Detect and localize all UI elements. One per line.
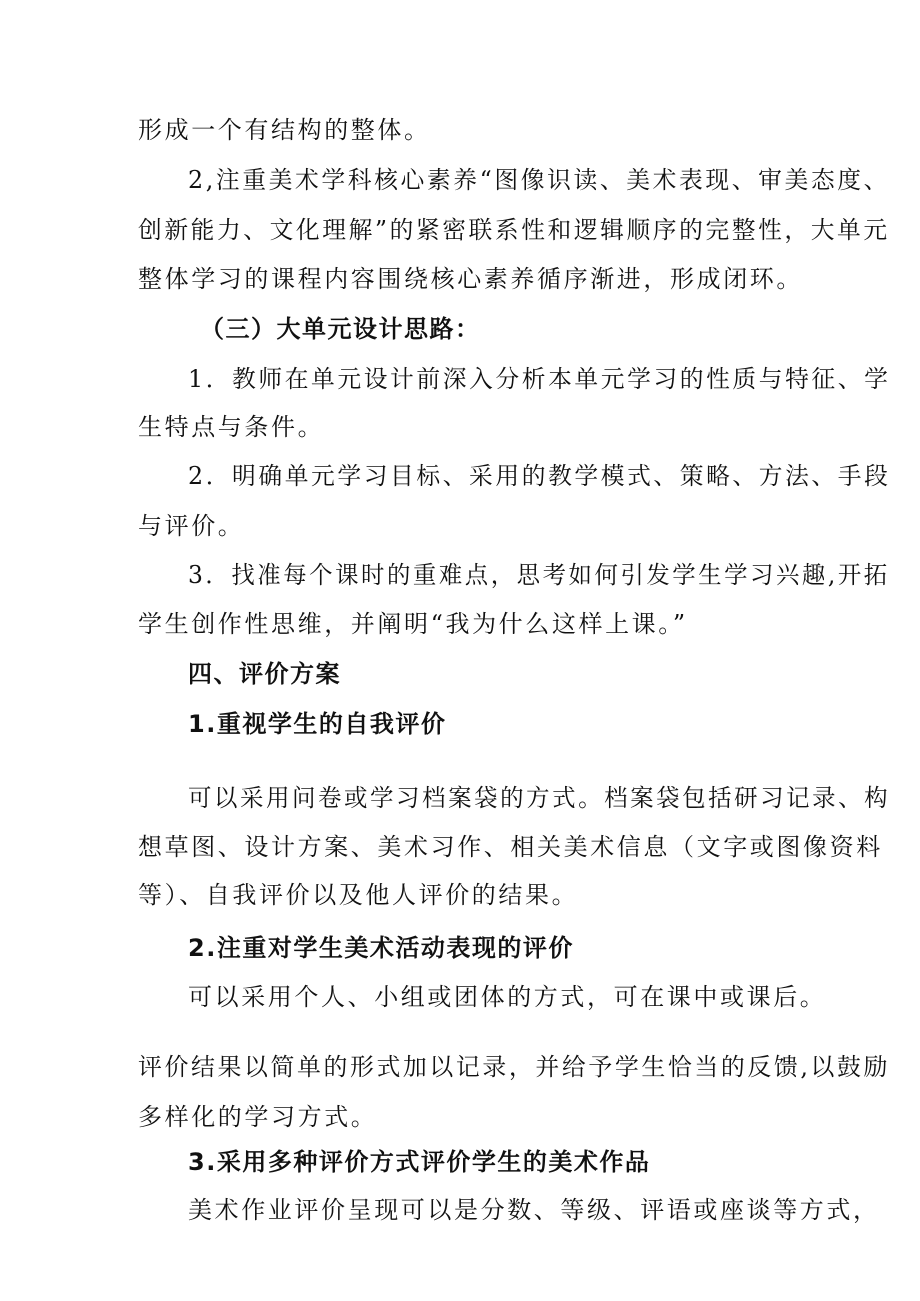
paragraph-line: 学生创作性思维，并阐明“我为什么这样上课。” — [138, 610, 688, 638]
section-heading: 四、评价方案 — [188, 660, 341, 688]
subsection-heading: 1.重视学生的自我评价 — [188, 710, 447, 738]
paragraph-line: 等）、自我评价以及他人评价的结果。 — [138, 881, 579, 909]
paragraph-line: 3．找准每个课时的重难点，思考如何引发学生学习兴趣,开拓 — [188, 561, 890, 589]
paragraph-line: 1．教师在单元设计前深入分析本单元学习的性质与特征、学 — [188, 365, 891, 393]
subsection-heading: 3.采用多种评价方式评价学生的美术作品 — [188, 1148, 651, 1176]
paragraph-line: 想草图、设计方案、美术习作、相关美术信息（文字或图像资料 — [138, 833, 883, 861]
paragraph-line: 创新能力、文化理解”的紧密联系性和逻辑顺序的完整性，大单元 — [138, 216, 890, 244]
paragraph-line: 2,注重美术学科核心素养“图像识读、美术表现、审美态度、 — [188, 166, 890, 194]
subsection-heading: 2.注重对学生美术活动表现的评价 — [188, 934, 574, 962]
paragraph-line: 评价结果以简单的形式加以记录，并给予学生恰当的反馈,以鼓励 — [138, 1053, 891, 1081]
paragraph-line: 多样化的学习方式。 — [138, 1103, 378, 1131]
section-heading: （三）大单元设计思路： — [200, 315, 481, 343]
paragraph-line: 与评价。 — [138, 512, 245, 540]
paragraph-line: 可以采用问卷或学习档案袋的方式。档案袋包括研习记录、构 — [188, 784, 891, 812]
paragraph-line: 2．明确单元学习目标、采用的教学模式、策略、方法、手段 — [188, 462, 891, 490]
paragraph-line: 可以采用个人、小组或团体的方式，可在课中或课后。 — [188, 983, 827, 1011]
paragraph-line: 形成一个有结构的整体。 — [138, 116, 431, 144]
paragraph-line: 生特点与条件。 — [138, 413, 325, 441]
paragraph-line: 整体学习的课程内容围绕核心素养循序渐进，形成闭环。 — [138, 265, 803, 293]
paragraph-line: 美术作业评价呈现可以是分数、等级、评语或座谈等方式， — [188, 1196, 880, 1224]
